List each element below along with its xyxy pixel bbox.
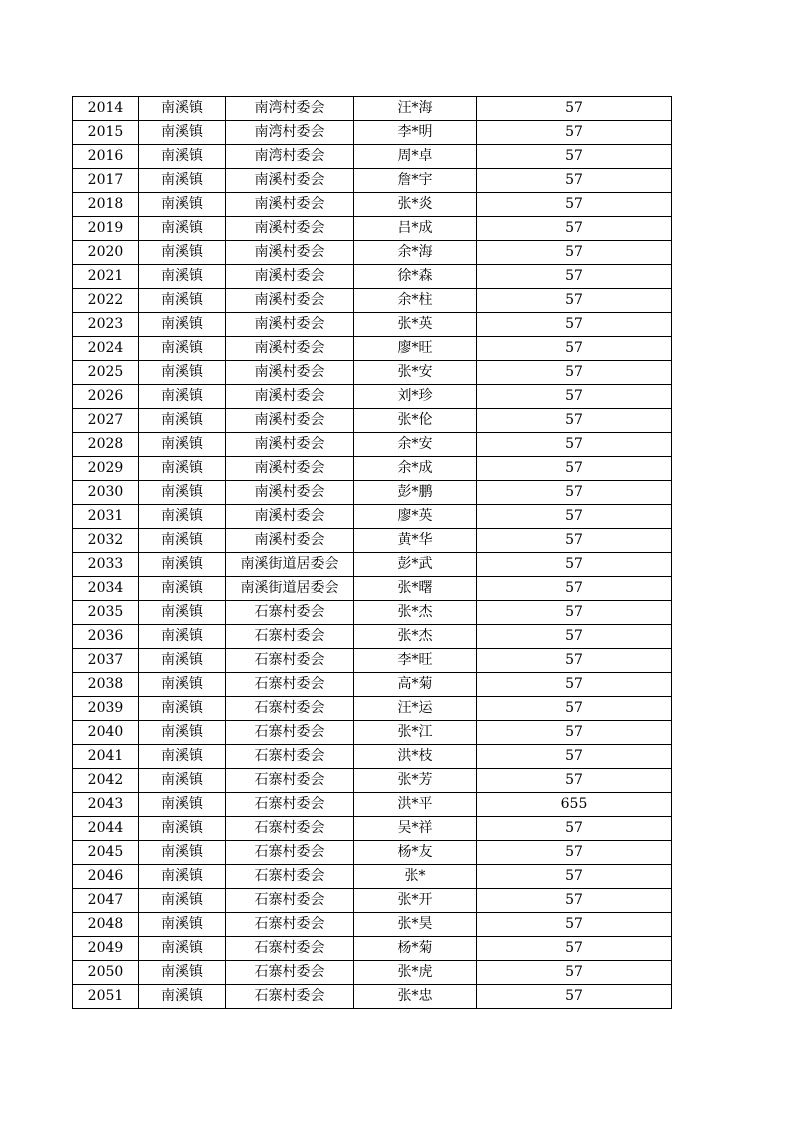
amount-cell: 57 [477,241,672,265]
table-row [73,817,672,841]
row-number-cell: 2047 [73,889,139,913]
row-number-cell: 2044 [73,817,139,841]
committee-cell: 南溪村委会 [226,169,354,193]
row-number-cell: 2039 [73,697,139,721]
table-row [73,313,672,337]
town-cell: 南溪镇 [139,553,226,577]
row-number-cell: 2050 [73,961,139,985]
committee-cell: 石寨村委会 [226,601,354,625]
town-cell: 南溪镇 [139,769,226,793]
amount-cell: 57 [477,97,672,121]
table-row [73,265,672,289]
amount-cell: 57 [477,817,672,841]
table-row [73,577,672,601]
town-cell: 南溪镇 [139,481,226,505]
person-name-cell: 张* [354,865,477,889]
table-row [73,457,672,481]
row-number-cell: 2030 [73,481,139,505]
amount-cell: 57 [477,193,672,217]
committee-cell: 南湾村委会 [226,97,354,121]
amount-cell: 57 [477,913,672,937]
person-name-cell: 张*江 [354,721,477,745]
town-cell: 南溪镇 [139,937,226,961]
table-row [73,505,672,529]
amount-cell: 57 [477,481,672,505]
row-number-cell: 2014 [73,97,139,121]
committee-cell: 石寨村委会 [226,673,354,697]
person-name-cell: 余*成 [354,457,477,481]
table-row [73,985,672,1009]
town-cell: 南溪镇 [139,409,226,433]
committee-cell: 石寨村委会 [226,625,354,649]
town-cell: 南溪镇 [139,433,226,457]
town-cell: 南溪镇 [139,961,226,985]
town-cell: 南溪镇 [139,505,226,529]
committee-cell: 南溪村委会 [226,433,354,457]
town-cell: 南溪镇 [139,841,226,865]
committee-cell: 南溪村委会 [226,457,354,481]
person-name-cell: 张*昊 [354,913,477,937]
person-name-cell: 洪*枝 [354,745,477,769]
town-cell: 南溪镇 [139,721,226,745]
row-number-cell: 2024 [73,337,139,361]
row-number-cell: 2017 [73,169,139,193]
town-cell: 南溪镇 [139,241,226,265]
person-name-cell: 张*开 [354,889,477,913]
committee-cell: 南湾村委会 [226,121,354,145]
committee-cell: 石寨村委会 [226,985,354,1009]
amount-cell: 57 [477,145,672,169]
person-name-cell: 廖*旺 [354,337,477,361]
committee-cell: 南溪村委会 [226,265,354,289]
person-name-cell: 张*忠 [354,985,477,1009]
table-row [73,169,672,193]
amount-cell: 57 [477,673,672,697]
person-name-cell: 汪*运 [354,697,477,721]
amount-cell: 57 [477,841,672,865]
amount-cell: 57 [477,313,672,337]
roster-table-body [73,97,672,1009]
person-name-cell: 张*杰 [354,601,477,625]
town-cell: 南溪镇 [139,193,226,217]
amount-cell: 57 [477,721,672,745]
row-number-cell: 2029 [73,457,139,481]
amount-cell: 57 [477,625,672,649]
committee-cell: 南溪村委会 [226,313,354,337]
table-row [73,625,672,649]
amount-cell: 57 [477,601,672,625]
row-number-cell: 2049 [73,937,139,961]
amount-cell: 57 [477,289,672,313]
committee-cell: 南溪村委会 [226,193,354,217]
row-number-cell: 2040 [73,721,139,745]
amount-cell: 57 [477,505,672,529]
row-number-cell: 2033 [73,553,139,577]
committee-cell: 石寨村委会 [226,769,354,793]
table-row [73,865,672,889]
amount-cell: 57 [477,433,672,457]
row-number-cell: 2015 [73,121,139,145]
amount-cell: 57 [477,409,672,433]
amount-cell: 57 [477,529,672,553]
table-row [73,289,672,313]
person-name-cell: 李*旺 [354,649,477,673]
row-number-cell: 2026 [73,385,139,409]
table-row [73,745,672,769]
amount-cell: 57 [477,961,672,985]
person-name-cell: 余*柱 [354,289,477,313]
town-cell: 南溪镇 [139,169,226,193]
amount-cell: 57 [477,577,672,601]
amount-cell: 57 [477,385,672,409]
town-cell: 南溪镇 [139,913,226,937]
town-cell: 南溪镇 [139,745,226,769]
committee-cell: 石寨村委会 [226,721,354,745]
town-cell: 南溪镇 [139,889,226,913]
committee-cell: 南溪村委会 [226,529,354,553]
table-row [73,913,672,937]
person-name-cell: 张*芳 [354,769,477,793]
table-row [73,193,672,217]
person-name-cell: 洪*平 [354,793,477,817]
person-name-cell: 高*菊 [354,673,477,697]
committee-cell: 南溪村委会 [226,505,354,529]
committee-cell: 石寨村委会 [226,913,354,937]
row-number-cell: 2036 [73,625,139,649]
town-cell: 南溪镇 [139,217,226,241]
person-name-cell: 彭*武 [354,553,477,577]
committee-cell: 南溪村委会 [226,481,354,505]
row-number-cell: 2037 [73,649,139,673]
committee-cell: 石寨村委会 [226,937,354,961]
row-number-cell: 2028 [73,433,139,457]
amount-cell: 57 [477,889,672,913]
row-number-cell: 2048 [73,913,139,937]
amount-cell: 57 [477,337,672,361]
town-cell: 南溪镇 [139,289,226,313]
committee-cell: 南湾村委会 [226,145,354,169]
table-row [73,937,672,961]
person-name-cell: 刘*珍 [354,385,477,409]
amount-cell: 57 [477,361,672,385]
table-row [73,889,672,913]
row-number-cell: 2051 [73,985,139,1009]
town-cell: 南溪镇 [139,625,226,649]
row-number-cell: 2018 [73,193,139,217]
town-cell: 南溪镇 [139,529,226,553]
row-number-cell: 2043 [73,793,139,817]
committee-cell: 石寨村委会 [226,745,354,769]
table-row [73,361,672,385]
town-cell: 南溪镇 [139,817,226,841]
table-row [73,961,672,985]
person-name-cell: 张*英 [354,313,477,337]
table-row [73,769,672,793]
amount-cell: 57 [477,169,672,193]
person-name-cell: 张*虎 [354,961,477,985]
row-number-cell: 2042 [73,769,139,793]
table-row [73,385,672,409]
table-row [73,553,672,577]
row-number-cell: 2022 [73,289,139,313]
person-name-cell: 周*卓 [354,145,477,169]
town-cell: 南溪镇 [139,121,226,145]
person-name-cell: 余*海 [354,241,477,265]
committee-cell: 南溪村委会 [226,217,354,241]
town-cell: 南溪镇 [139,601,226,625]
committee-cell: 南溪村委会 [226,361,354,385]
person-name-cell: 杨*友 [354,841,477,865]
town-cell: 南溪镇 [139,337,226,361]
committee-cell: 石寨村委会 [226,697,354,721]
person-name-cell: 张*伦 [354,409,477,433]
amount-cell: 57 [477,937,672,961]
town-cell: 南溪镇 [139,313,226,337]
table-row [73,793,672,817]
table-row [73,337,672,361]
person-name-cell: 廖*英 [354,505,477,529]
row-number-cell: 2035 [73,601,139,625]
amount-cell: 57 [477,697,672,721]
row-number-cell: 2034 [73,577,139,601]
person-name-cell: 余*安 [354,433,477,457]
table-row [73,649,672,673]
table-row [73,145,672,169]
row-number-cell: 2019 [73,217,139,241]
committee-cell: 石寨村委会 [226,961,354,985]
committee-cell: 南溪村委会 [226,289,354,313]
committee-cell: 石寨村委会 [226,817,354,841]
person-name-cell: 黄*华 [354,529,477,553]
amount-cell: 57 [477,649,672,673]
town-cell: 南溪镇 [139,457,226,481]
town-cell: 南溪镇 [139,793,226,817]
committee-cell: 石寨村委会 [226,793,354,817]
amount-cell: 57 [477,457,672,481]
amount-cell: 57 [477,553,672,577]
person-name-cell: 张*曙 [354,577,477,601]
table-row [73,217,672,241]
town-cell: 南溪镇 [139,577,226,601]
amount-cell: 57 [477,121,672,145]
town-cell: 南溪镇 [139,385,226,409]
table-row [73,601,672,625]
committee-cell: 南溪村委会 [226,385,354,409]
amount-cell: 57 [477,769,672,793]
table-row [73,121,672,145]
table-row [73,673,672,697]
row-number-cell: 2038 [73,673,139,697]
person-name-cell: 杨*菊 [354,937,477,961]
table-row [73,97,672,121]
roster-table [72,96,672,1009]
person-name-cell: 吴*祥 [354,817,477,841]
person-name-cell: 吕*成 [354,217,477,241]
row-number-cell: 2045 [73,841,139,865]
person-name-cell: 汪*海 [354,97,477,121]
person-name-cell: 詹*宇 [354,169,477,193]
town-cell: 南溪镇 [139,649,226,673]
town-cell: 南溪镇 [139,865,226,889]
row-number-cell: 2046 [73,865,139,889]
table-row [73,241,672,265]
table-row [73,409,672,433]
town-cell: 南溪镇 [139,985,226,1009]
town-cell: 南溪镇 [139,145,226,169]
committee-cell: 石寨村委会 [226,865,354,889]
row-number-cell: 2032 [73,529,139,553]
committee-cell: 南溪村委会 [226,241,354,265]
table-row [73,433,672,457]
committee-cell: 石寨村委会 [226,841,354,865]
person-name-cell: 张*杰 [354,625,477,649]
town-cell: 南溪镇 [139,673,226,697]
table-row [73,697,672,721]
committee-cell: 南溪村委会 [226,409,354,433]
table-row [73,721,672,745]
committee-cell: 石寨村委会 [226,889,354,913]
person-name-cell: 徐*森 [354,265,477,289]
town-cell: 南溪镇 [139,97,226,121]
amount-cell: 57 [477,217,672,241]
row-number-cell: 2021 [73,265,139,289]
town-cell: 南溪镇 [139,697,226,721]
row-number-cell: 2016 [73,145,139,169]
committee-cell: 南溪村委会 [226,337,354,361]
row-number-cell: 2025 [73,361,139,385]
row-number-cell: 2023 [73,313,139,337]
row-number-cell: 2020 [73,241,139,265]
person-name-cell: 李*明 [354,121,477,145]
table-row [73,841,672,865]
row-number-cell: 2041 [73,745,139,769]
town-cell: 南溪镇 [139,361,226,385]
committee-cell: 南溪街道居委会 [226,553,354,577]
table-row [73,529,672,553]
row-number-cell: 2031 [73,505,139,529]
table-row [73,481,672,505]
row-number-cell: 2027 [73,409,139,433]
person-name-cell: 张*炎 [354,193,477,217]
committee-cell: 南溪街道居委会 [226,577,354,601]
amount-cell: 57 [477,985,672,1009]
town-cell: 南溪镇 [139,265,226,289]
person-name-cell: 彭*鹏 [354,481,477,505]
amount-cell: 57 [477,865,672,889]
amount-cell: 57 [477,265,672,289]
person-name-cell: 张*安 [354,361,477,385]
amount-cell: 655 [477,793,672,817]
amount-cell: 57 [477,745,672,769]
committee-cell: 石寨村委会 [226,649,354,673]
